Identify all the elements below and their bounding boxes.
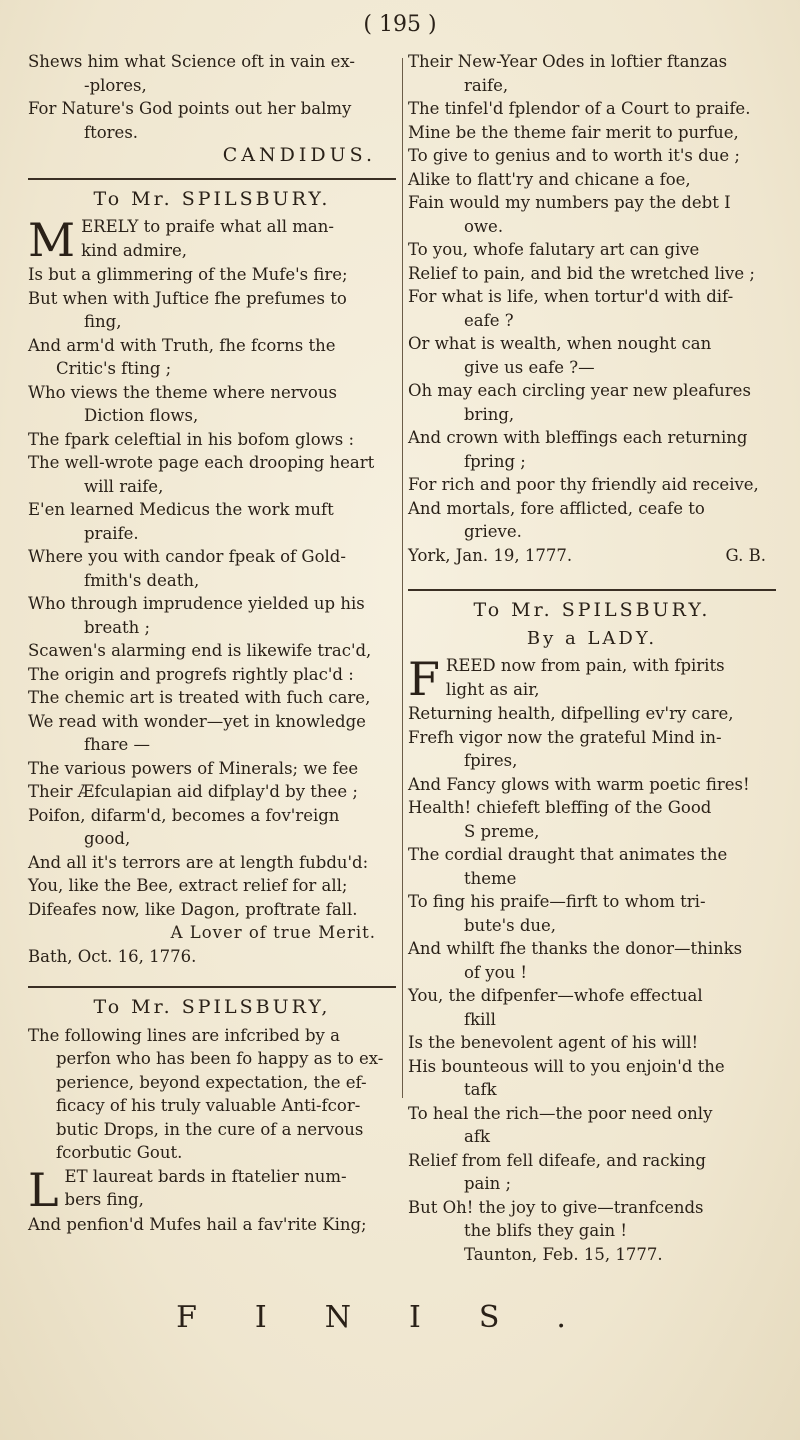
text-line: praife. — [84, 523, 139, 543]
text-line: The chemic art is treated with fuch care, — [28, 688, 371, 707]
section-separator — [28, 986, 396, 988]
poem-byline: By a LADY. — [526, 627, 658, 649]
text-line: And whilft fhe thanks the donor—thinks — [408, 939, 743, 958]
text-line: perience, beyond expectation, the ef- — [56, 1072, 367, 1092]
text-line: Is but a glimmering of the Mufe's fire; — [28, 265, 348, 284]
left-column — [28, 50, 396, 1236]
text-line: Where you with candor fpeak of Gold- — [28, 547, 346, 566]
text-line: Returning health, difpelling ev'ry care, — [408, 704, 734, 723]
text-line: To you, whofe falutary art can give — [408, 240, 700, 259]
text-line: But when with Juftice fhe prefumes to — [28, 288, 347, 308]
text-line: The well-wrote page each drooping heart — [28, 453, 375, 472]
poem-body — [28, 1162, 396, 1237]
text-line: The origin and progrefs rightly plac'd : — [28, 664, 354, 684]
text-line: Or what is wealth, when nought can — [408, 334, 712, 353]
dateline: Taunton, Feb. 15, 1777. — [464, 1244, 663, 1264]
text-line: -plores, — [84, 75, 147, 95]
text-line: kind admire, — [81, 240, 188, 260]
text-line: Shews him what Science oft in vain ex- — [28, 52, 355, 71]
section-separator — [28, 178, 396, 180]
text-line: And mortals, fore afflicted, ceafe to — [408, 498, 705, 518]
text-line: fing, — [84, 312, 122, 331]
text-line: For what is life, when tortur'd with dif- — [408, 287, 734, 306]
text-line: To fing his praife—firft to whom tri- — [408, 892, 706, 911]
text-line: His bounteous will to you enjoin'd the — [408, 1056, 725, 1076]
finis-catchword: FINIS. — [176, 1300, 624, 1335]
text-line: fhare — — [84, 735, 150, 754]
text-line: ftores. — [84, 122, 139, 142]
text-line: fpring ; — [464, 451, 526, 471]
text-line: Mine be the theme fair merit to purfue, — [408, 122, 739, 142]
text-line: perfon who has been fo happy as to ex- — [56, 1049, 384, 1068]
poem-title: To Mr. SPILSBURY, — [93, 996, 331, 1018]
drop-cap: F — [408, 652, 440, 706]
text-line: To give to genius and to worth it's due ; — [408, 146, 740, 165]
text-line: And arm'd with Truth, fhe fcorns the — [28, 335, 336, 355]
text-line: breath ; — [84, 617, 151, 637]
text-line: will raife, — [84, 476, 164, 496]
signature-lover-of-merit: A Lover of true Merit. — [170, 923, 376, 942]
text-line: Scawen's alarming end is likewife trac'd, — [28, 641, 372, 660]
poem-title: To Mr. SPILSBURY. — [473, 599, 711, 621]
text-line: You, the difpenfer—whofe effectual — [408, 986, 703, 1005]
signature-initials: G. B. — [725, 545, 766, 565]
dateline-row — [408, 544, 776, 568]
text-line: E'en learned Medicus the work muft — [28, 500, 334, 519]
text-line: fpires, — [464, 751, 518, 770]
text-line: Critic's fting ; — [56, 359, 172, 378]
page-number: ( 195 ) — [363, 12, 437, 37]
text-line: good, — [84, 829, 131, 848]
text-line: butic Drops, in the cure of a nervous — [56, 1119, 364, 1139]
drop-cap: L — [28, 1162, 59, 1217]
text-line: The tinfel'd fplendor of a Court to praife. — [408, 99, 751, 118]
text-line: The following lines are infcribed by a — [28, 1025, 340, 1045]
text-line: give us eafe ?— — [464, 357, 595, 377]
text-line: We read with wonder—yet in knowledge — [28, 711, 366, 731]
text-line: The fpark celeftial in his bofom glows : — [28, 429, 355, 449]
text-line: grieve. — [464, 522, 522, 541]
text-line: light as air, — [445, 679, 540, 699]
text-line: Difeafes now, like Dagon, proftrate fall. — [28, 899, 358, 919]
text-line: theme — [464, 868, 517, 888]
text-line: And penfion'd Mufes hail a fav'rite King; — [28, 1214, 367, 1234]
drop-cap: M — [28, 213, 76, 267]
text-line: And all it's terrors are at length fubdu'd: — [28, 852, 369, 872]
text-line: Poifon, difarm'd, becomes a fov'reign — [28, 805, 340, 825]
text-line: ET laureat bards in ftatelier num- — [64, 1166, 347, 1186]
section-separator — [408, 589, 776, 591]
text-line: Their New-Year Odes in loftier ftanzas — [408, 52, 728, 71]
signature-candidus: CANDIDUS. — [222, 144, 376, 166]
text-line: The cordial draught that animates the — [408, 845, 728, 864]
text-line: afk — [464, 1127, 490, 1146]
text-line: eafe ? — [464, 310, 514, 330]
text-line: Health! chiefeft bleffing of the Good — [408, 798, 712, 817]
text-line: For Nature's God points out her balmy — [28, 99, 352, 118]
text-line: Who through imprudence yielded up his — [28, 594, 365, 613]
text-line: bute's due, — [464, 915, 557, 935]
text-line: pain ; — [464, 1174, 512, 1193]
text-line: To heal the rich—the poor need only — [408, 1103, 713, 1123]
text-line: bring, — [464, 404, 515, 424]
text-line: bers fing, — [64, 1190, 144, 1209]
text-line: fcorbutic Gout. — [56, 1143, 183, 1162]
dateline: Bath, Oct. 16, 1776. — [28, 946, 197, 966]
text-line: ERELY to praife what all man- — [81, 217, 334, 236]
text-line: Fain would my numbers pay the debt I — [408, 193, 731, 212]
poem-title: To Mr. SPILSBURY. — [93, 187, 331, 210]
text-line: For rich and poor thy friendly aid receive, — [408, 475, 759, 494]
text-line: Their Æfculapian aid difplay'd by thee ; — [28, 782, 358, 801]
text-line: tafk — [464, 1080, 497, 1099]
dateline: York, Jan. 19, 1777. — [408, 545, 573, 565]
right-column — [408, 50, 776, 1266]
text-line: But Oh! the joy to give—tranfcends — [408, 1197, 704, 1217]
text-line: of you ! — [464, 962, 528, 982]
text-line: raife, — [464, 75, 509, 95]
text-line: Diction flows, — [84, 406, 199, 425]
text-line: the blifs they gain ! — [464, 1221, 627, 1240]
poem-body — [408, 654, 776, 1243]
text-line: You, like the Bee, extract relief for all; — [28, 876, 348, 895]
text-line: ficacy of his truly valuable Anti-fcor- — [56, 1096, 361, 1115]
text-line: fmith's death, — [84, 570, 200, 590]
text-line: Relief to pain, and bid the wretched live ; — [408, 263, 755, 283]
text-line: And Fancy glows with warm poetic fires! — [408, 774, 750, 794]
text-line: REED now from pain, with fpirits — [445, 656, 725, 675]
text-line: Is the benevolent agent of his will! — [408, 1033, 699, 1052]
text-line: fkill — [464, 1009, 496, 1029]
poem-body — [28, 215, 396, 921]
text-line: owe. — [464, 216, 504, 236]
text-line: Relief from fell difeafe, and racking — [408, 1150, 706, 1170]
text-line: Frefh vigor now the grateful Mind in- — [408, 727, 722, 747]
text-line: Oh may each circling year new pleafures — [408, 381, 751, 400]
text-line: The various powers of Minerals; we fee — [28, 758, 359, 778]
text-line: Who views the theme where nervous — [28, 382, 337, 402]
column-divider — [402, 58, 403, 1098]
text-line: Alike to flatt'ry and chicane a foe, — [408, 169, 691, 189]
text-line: S preme, — [464, 821, 540, 841]
text-line: And crown with bleffings each returning — [408, 428, 748, 447]
